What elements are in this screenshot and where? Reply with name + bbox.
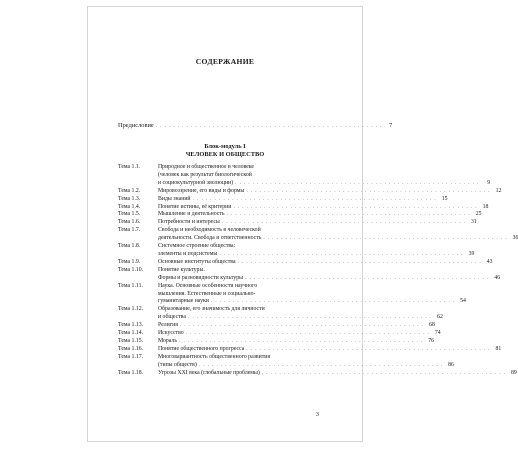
toc-entry-title: Формы и разновидности культуры [158,274,244,281]
toc-entry-title: Наука. Основные особенности научного [158,282,258,289]
toc-entry [118,227,518,243]
toc-entry-title: мышления. Естественные и социально- [158,290,256,297]
toc-entry-label: Тема 1.16. [118,345,144,352]
toc-entry-title: Понятие культуры. [158,266,205,273]
toc-entry-body [158,266,501,283]
toc-entry-label: Тема 1.5. [118,211,141,218]
dot-leader: . . . . . . . . . . . . . . . . . . . . . . . . . . . . . . . . . . . . . . . . . . . . . . . . . . . . . . . . [263,235,508,242]
toc-entry-title: и социокультурной эволюции) [158,179,234,186]
toc-entry-title: (типы обществ) [158,361,197,368]
dot-leader: . . . . . . . . . . . . . . . . . . . . . . . . . . . . . . . . . . . . . . . . . . . . . . . . . . . . . . . . [192,195,437,202]
toc-entry [118,306,443,322]
toc-entry-line [158,187,502,196]
toc-entry-body [158,195,448,204]
toc-entry-line [158,354,318,362]
toc-entry-body [158,353,454,370]
toc-entry-title: гуманитарные науки [158,298,209,305]
toc-entry-body [158,243,475,259]
toc-entry-page: 43 [486,258,493,265]
toc-entry-label: Тема 1.9. [118,258,141,265]
toc-entry-line [158,291,318,299]
toc-entry-page: 89 [511,369,517,376]
toc-entry [118,337,434,346]
toc-entry-title: Мышление и деятельность [158,211,225,218]
toc-entry-body [158,330,441,338]
toc-entry-line [158,235,518,243]
preface-title: Предисловие [118,122,154,129]
toc-entry-line [158,361,454,370]
toc-entry-page: 12 [495,187,502,194]
toc-entry-label: Тема 1.1. [118,164,141,170]
toc-entry-body [158,227,518,243]
dot-leader: . . . . . . . . . . . . . . . . . . . . . . . . . . . . . . . . . . . . . . . . . . . . . . . . . . . . . . . . [246,187,491,194]
toc-entry-body [158,345,502,354]
toc-entry-label: Тема 1.10. [118,266,144,273]
toc-entry-body [158,322,435,330]
toc-entry-line [158,314,443,322]
toc-entry-page: 54 [460,298,466,305]
toc-entry-line [158,267,318,275]
toc-entry-page: 81 [495,345,502,352]
toc-entry-line [158,369,517,378]
toc-entry-title: элементы и подсистемы [158,250,218,257]
toc-entry-title: (человек как результат биологической [158,171,252,178]
dot-leader: . . . . . . . . . . . . . . . . . . . . . . . . . . . . . . . . . . . . . . . . . . . . . . . . . . . . . . . . [187,314,432,321]
toc-entry-title: Искусство [158,330,184,337]
toc-entry-body [158,187,502,196]
toc-entry-label: Тема 1.17. [118,353,144,360]
toc-entry-line [158,227,318,235]
toc-entry-label: Тема 1.13. [118,322,144,329]
page-number: 3 [315,411,319,418]
toc-entry-page: 68 [429,322,435,329]
toc-entry-page: 36 [512,235,518,242]
dot-leader: . . . . . . . . . . . . . . . . . . . . . . . . . . . . . . . . . . . . . . . . . . . . . . . . . . . . . . . . [219,250,464,257]
toc-entry-line [158,172,318,180]
toc-entry-title: Понятие истины, её критерии [158,203,232,210]
toc-entry-title: Мораль [158,337,177,344]
toc-entry-body [158,337,434,346]
toc-entry-page: 15 [441,195,448,202]
toc-entry [118,266,501,283]
toc-entry-title: деятельности. Свобода и ответственность [158,235,262,242]
toc-entry-title: Системное строение общества: [158,243,236,250]
toc-entry-page: 31 [471,219,477,226]
dot-leader: . . . . . . . . . . . . . . . . . . . . . . . . . . . . . . . . . . . . . . . . . . . . . . . . . . . . . . . . [235,179,480,186]
toc-entry [118,195,448,204]
toc-entry-line [158,330,441,338]
toc-entry-line [158,274,501,283]
dot-leader: . . . . . . . . . . . . . . . . . . . . . . . . . . . . . . . . . . . . . . . . . . . . . . . . . . . . . . . . [246,345,491,352]
toc-entry-line [158,345,502,354]
toc-entry [118,243,475,259]
toc-entry [118,353,454,370]
dot-leader: . . . . . . . . . . . . . . . . . . . . . . . . . . . . . . . . . . . . . . . . . . . . . . . . . . . . . . . . [178,337,423,344]
toc-entry-label: Тема 1.8. [118,243,141,250]
toc-entry [118,345,502,354]
toc-entry-body [158,306,443,322]
toc-entry-title: Угрозы XXI века (глобальные проблемы) [158,369,260,376]
toc-entry-title: Природное и общественное в человеке [158,164,255,170]
toc-entry-title: Мировоззрение, его виды и формы [158,187,245,194]
toc-entry-page: 74 [434,330,441,337]
toc-entry [118,322,435,330]
preface-entry [118,122,393,129]
toc-entry-line [158,250,475,259]
toc-entry [118,187,502,196]
toc-entry-label: Тема 1.18. [118,369,144,376]
toc-entry-body [158,164,491,188]
dot-leader: . . . . . . . . . . . . . . . . . . . . . . . . . . . . . . . . . . . . . . . . . . . . . . . . . . . . . . . . [245,274,490,281]
toc-entry-page: 86 [448,361,454,368]
toc-entry [118,282,466,307]
toc-entry-body [158,369,517,378]
toc-entry-page: 62 [437,314,443,321]
toc-entry-line [158,258,493,267]
toc-entry-page: 76 [428,337,434,344]
toc-entry-body [158,282,466,307]
toc-entry-title: Потребности и интересы [158,219,220,226]
toc-entry-title: Свобода и необходимость в человеческой [158,227,261,234]
dot-leader: . . . . . . . . . . . . . . . . . . . . . . . . . . . . . . . . . . . . . . . . . . . . . . . . . . . . . . . . [185,330,430,337]
block-module-name: ЧЕЛОВЕК И ОБЩЕСТВО [185,151,265,158]
table-of-contents [118,164,518,377]
toc-entry [118,369,517,378]
toc-entry-title: Религия [158,322,178,329]
toc-entry-line [158,337,434,346]
toc-entry-line [158,203,489,212]
toc-entry-line [158,195,448,204]
block-module-title [88,143,362,159]
dot-leader: . . . . . . . . . . . . . . . . . . . . . . . . . . . . . . . . . . . . . . . . . . . . . . . . . . . . . . . . [210,298,455,305]
toc-entry-line [158,322,435,330]
dot-leader: . . . . . . . . . . . . . . . . . . . . . . . . . . . . . . . . . . . . . . . . . . . . . . . . . . . . . . . . [237,258,482,265]
toc-entry [118,258,493,267]
toc-entry-line [158,243,318,251]
dot-leader: . . . . . . . . . . . . . . . . . . . . . . . . . . . . . . . . . . . . . . . . . . . . . . . . . . . . . . . . [198,361,443,368]
preface-page: 7 [388,122,393,129]
toc-entry-title: Виды знаний [158,195,191,202]
toc-entry [118,203,489,212]
toc-entry-title: Понятие общественного прогресса [158,345,245,352]
dot-leader: . . . . . . . . . . . . . . . . . . . . . . . . . . . . . . . . . . . . . . . . . . . . . . . . . . . . . . . . [261,369,506,376]
dot-leader: . . . . . . . . . . . . . . . . . . . . . . . . . . . . . . . . . . . . . . . . . . . . . . . . . . . . . . . . [221,219,466,226]
toc-entry-label: Тема 1.6. [118,219,141,226]
toc-entry-label: Тема 1.14. [118,330,144,337]
toc-entry-title: Многовариантность общественного развития [158,353,271,360]
toc-entry-label: Тема 1.11. [118,282,143,289]
block-module-number: Блок-модуль I [204,143,246,150]
page-title: СОДЕРЖАНИЕ [195,57,255,66]
dot-leader: . . . . . . . . . . . . . . . . . . . . . . . . . . . . . . . . . . . . . . . . . . . . . . . . . . . . . . . . [233,203,478,210]
dot-leader: . . . . . . . . . . . . . . . . . . . . . . . . . . . . . . . . . . . . . . . . . . . . . . . . . . . . . . . . [226,211,471,218]
toc-entry [118,330,441,338]
toc-entry-page: 46 [494,274,501,281]
book-page [87,6,518,442]
toc-entry-line [158,283,318,291]
toc-entry-body [158,258,493,267]
toc-entry-page: 25 [475,211,482,218]
toc-entry-title: Образование, его значимость для личности [158,306,265,313]
toc-entry-label: Тема 1.4. [118,203,141,210]
toc-entry-page: 9 [487,179,491,186]
toc-entry-title: и общества [158,314,186,321]
toc-entry-title: Основные институты общества [158,258,236,265]
toc-entry-label: Тема 1.12. [118,306,144,313]
dot-leader: . . . . . . . . . . . . . . . . . . . . . . . . . . . . . . . . . . . . . . . . . . . . . . . . . . . . . . . . [179,322,424,329]
toc-entry-label: Тема 1.2. [118,187,141,194]
toc-entry-page: 18 [482,203,489,210]
toc-entry-page: 39 [468,250,475,257]
toc-entry-line [158,179,491,188]
toc-entry-label: Тема 1.15. [118,337,144,344]
toc-entry-body [158,203,489,212]
toc-entry-label: Тема 1.3. [118,195,141,202]
dot-leader: . . . . . . . . . . . . . . . . . . . . . . . . . . . . . . . . . . . . . . . . . . . . . . . . . . . . [155,123,383,129]
toc-entry [118,164,491,188]
toc-entry-line [158,164,318,172]
toc-entry-label: Тема 1.7. [118,227,141,234]
